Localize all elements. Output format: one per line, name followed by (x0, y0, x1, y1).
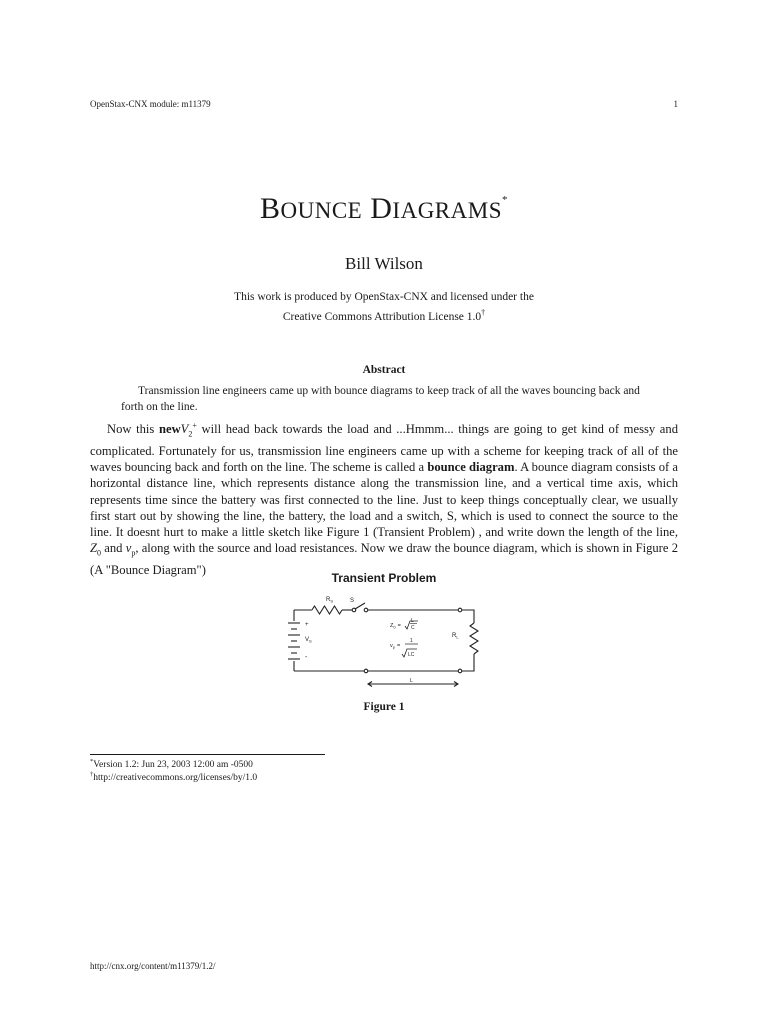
label-z0: $Z_0$ = (390, 623, 401, 630)
label-vp: $v_p$ = (390, 643, 401, 650)
license-notice (0, 289, 768, 325)
body-paragraph (90, 418, 678, 578)
text-run: , along with the source and load resistances. Now we draw the bounce diagram, which is shown in Figure 2 (A "Bounce Diagram") (90, 541, 679, 577)
circuit-diagram (286, 593, 482, 689)
header-module-id: OpenStax-CNX module: m11379 (90, 99, 211, 109)
footnote-license-url (90, 771, 257, 783)
title-word-rest: OUNCE (280, 198, 363, 223)
math-sub: p (131, 548, 136, 558)
license-line-2 (0, 305, 768, 325)
title-letter: D (370, 192, 393, 225)
label-vp-num: 1 (410, 638, 413, 644)
switch-contact-icon (364, 608, 368, 612)
label-minus: - (305, 654, 308, 661)
license-footnote-mark: † (481, 308, 486, 317)
label-rs: $R_S$ (326, 597, 334, 604)
math-v: V (180, 422, 189, 437)
math-sup: + (192, 421, 197, 430)
math-vp: v (125, 541, 132, 556)
math-sub: 2 (188, 429, 193, 439)
title-word-rest: IAGRAMS (392, 198, 502, 223)
label-switch: S (350, 598, 355, 604)
license-text: Creative Commons Attribution License 1.0 (282, 310, 482, 323)
text-run: and (101, 541, 126, 556)
bold-term-bounce-diagram: bounce diagram (427, 460, 515, 475)
text-run: . A bounce diagram consists of a horizontal distance line, which represents distance along the transmission line, and a vertical time axis, which represents time since the battery was first connected to the line. Just to keep things conceptually clear, we usually first start out by showing the line, the battery, the load and a switch, S, which is used to connect the source to the line. It doesnt hurt to make a little sketch like Figure 1 (Transient Problem) , and write down the length of the line, (90, 460, 678, 539)
label-z0-den: C (411, 625, 415, 631)
label-length: L (410, 678, 413, 684)
title-letter: B (260, 192, 281, 225)
label-rl: $R_L$ (452, 633, 459, 640)
switch-arm-icon (355, 603, 365, 609)
footnote-mark: * (90, 758, 94, 765)
bold-term-new: new (158, 422, 181, 437)
footnote-mark: † (90, 771, 94, 778)
figure-title: Transient Problem (331, 571, 437, 585)
footnote-text: Version 1.2: Jun 23, 2003 12:00 am -0500 (93, 760, 253, 771)
terminal-icon (364, 669, 368, 673)
abstract-heading: Abstract (362, 364, 406, 376)
header-page-number: 1 (673, 99, 678, 109)
math-sub: 0 (97, 548, 102, 558)
label-vp-den: LC (408, 652, 415, 658)
label-plus: + (305, 622, 309, 628)
terminal-icon (458, 608, 462, 612)
abstract-text: Transmission line engineers came up with bounce diagrams to keep track of all the waves bouncing back and forth on the line. (121, 385, 640, 413)
footer-url[interactable]: http://cnx.org/content/m11379/1.2/ (90, 961, 216, 971)
author-name: Bill Wilson (345, 254, 423, 273)
figure-caption: Figure 1 (363, 701, 405, 713)
footnote-link[interactable]: http://creativecommons.org/licenses/by/1.0 (93, 773, 258, 784)
terminal-icon (458, 669, 462, 673)
wire-right-bottom (462, 654, 474, 671)
label-vs: $V_S$ (305, 637, 312, 644)
footnote-version (90, 758, 253, 770)
battery-icon (288, 623, 300, 659)
math-z: Z (90, 541, 98, 556)
label-z0-num: L (411, 618, 414, 624)
license-line-1: This work is produced by OpenStax-CNX and licensed under the (234, 291, 534, 303)
document-title (0, 192, 768, 226)
wire-right-top (462, 610, 474, 623)
footnote-divider (90, 754, 325, 755)
resistor-rs-icon (312, 606, 342, 614)
title-footnote-mark: * (502, 194, 508, 206)
text-run: Now this (107, 422, 159, 437)
resistor-rl-icon (470, 623, 478, 654)
text-run: will head back towards the load and ...Hmmm... things are going to get kind of messy and complicated. Fortunately for us, transmission line engineers came up with a scheme for keeping track of all of the waves bouncing back and forth on the line. The scheme is called a (90, 422, 678, 475)
